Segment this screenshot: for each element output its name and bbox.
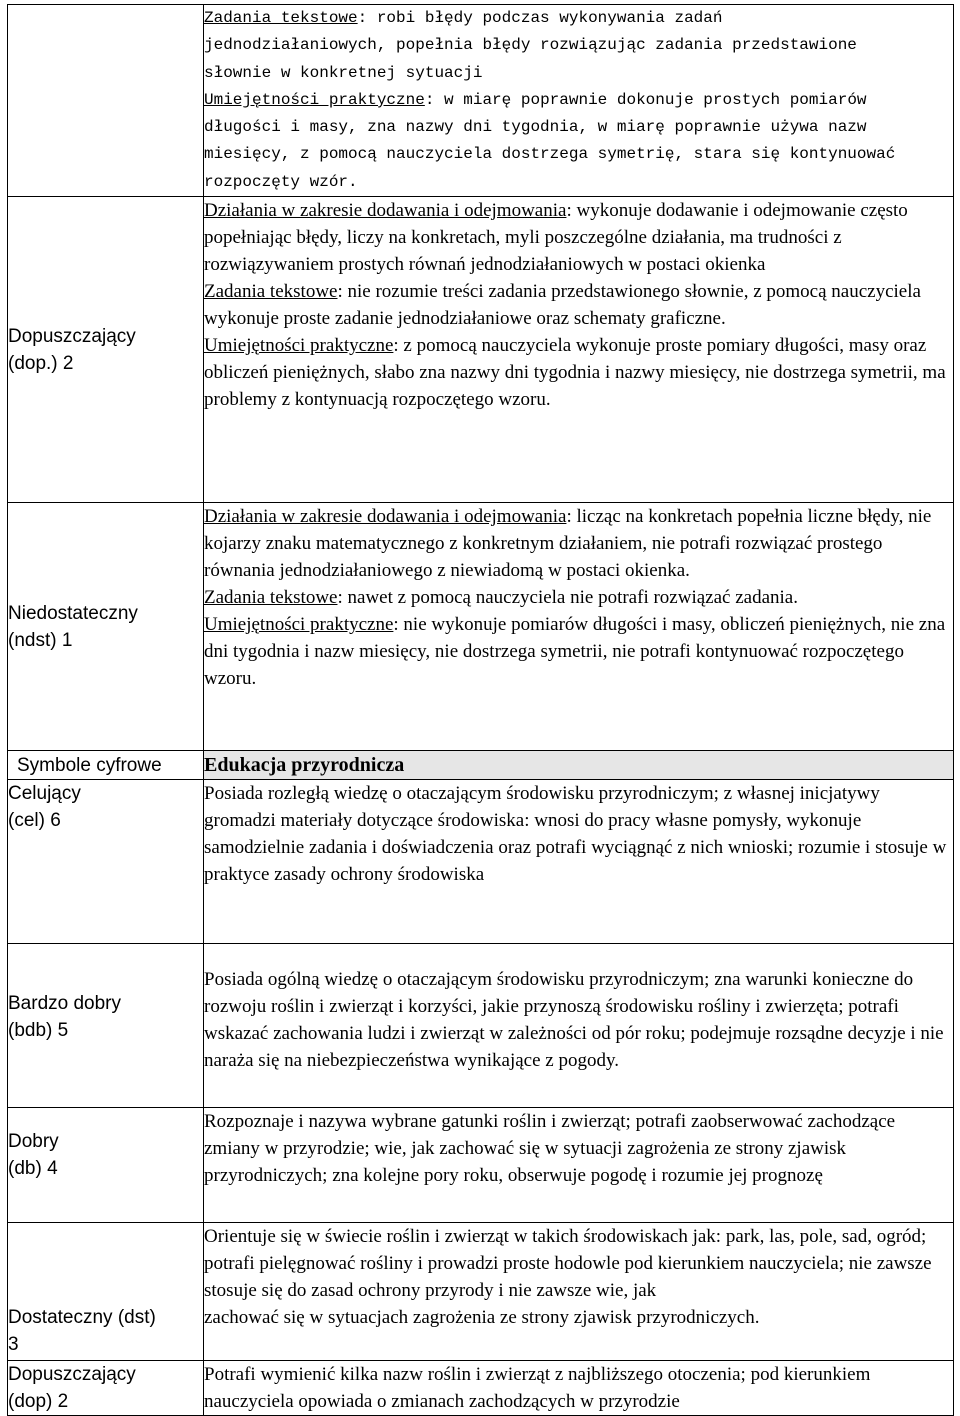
grade-cell — [8, 503, 204, 751]
table-row — [8, 1361, 954, 1416]
table-row — [8, 503, 954, 751]
section-title: Edukacja przyrodnicza — [204, 754, 405, 777]
table-row — [8, 5, 954, 197]
grade-cell — [8, 944, 204, 1108]
criteria-line: Zadania tekstowe: robi błędy podczas wykonywania zadań — [204, 9, 723, 27]
criteria-line: długości i masy, zna nazwy dni tygodnia, w miarę poprawnie używa nazw — [204, 118, 867, 137]
criteria-paragraph: Umiejętności praktyczne: z pomocą nauczyciela wykonuje proste pomiary długości, masy oraz obliczeń pieniężnych, słabo zna nazwy dni tygodnia i nazwy miesięcy, nie dostrzega symetrii, ma problemy z kontynuacją rozpoczętego wzoru. — [204, 335, 946, 411]
table-row — [8, 1223, 954, 1361]
criteria-paragraph: Posiada rozległą wiedzę o otaczającym środowisku przyrodniczym; z własnej inicjatywy gromadzi materiały dotyczące środowiska: wnosi do pracy własne pomysły, wykonuje samodzielnie zadania i doświadczenia oraz potrafi wyciągnąć z nich wnioski; rozumie i stosuje w praktyce zasady ochrony środowiska — [204, 783, 947, 886]
criteria-paragraph: Orientuje się w świecie roślin i zwierząt w takich środowiskach jak: park, las, pole, sad, ogród; potrafi pielęgnować rośliny i prowadzi proste hodowle pod kierunkiem nauczyciela; nie zawsze stosuje się do zasad ochrony przyrody i nie zawsze wie, jak — [204, 1226, 932, 1302]
criteria-cell — [204, 5, 954, 197]
criteria-paragraph: Działania w zakresie dodawania i odejmowania: licząc na konkretach popełnia liczne błędy, nie kojarzy znaku matematycznego z konkretnym działaniem, nie potrafi rozwiązać prostego równania jednodziałaniowego z niewiadomą w postaci okienka. — [204, 506, 932, 582]
criteria-paragraph: Zadania tekstowe: nawet z pomocą nauczyciela nie potrafi rozwiązać zadania. — [204, 587, 798, 609]
grading-criteria-table — [7, 4, 954, 1416]
criteria-paragraph: zachować się w sytuacjach zagrożenia ze strony zjawisk przyrodniczych. — [204, 1307, 760, 1329]
grade-cell — [8, 1361, 204, 1416]
grade-name: Dopuszczający — [8, 325, 136, 347]
grade-abbr: (cel) 6 — [8, 810, 61, 832]
grade-name: Dostateczny (dst) — [8, 1307, 156, 1329]
grade-abbr: (db) 4 — [8, 1158, 58, 1180]
grade-name: Bardzo dobry — [8, 993, 122, 1015]
criteria-paragraph: Umiejętności praktyczne: nie wykonuje pomiarów długości i masy, obliczeń pieniężnych, nie zna dni tygodnia i nazw miesięcy, nie dostrzega symetrii, nie potrafi kontynuować rozpoczętego wzoru. — [204, 614, 946, 690]
grade-name: Dopuszczający — [8, 1364, 136, 1386]
section-title-cell — [204, 751, 954, 780]
grade-cell — [8, 197, 204, 503]
grade-name: Dobry — [8, 1131, 59, 1153]
criteria-cell — [204, 1361, 954, 1416]
criteria-paragraph: Rozpoznaje i nazywa wybrane gatunki roślin i zwierząt; potrafi zaobserwować zachodzące zmiany w przyrodzie; wie, jak zachować się w sytuacji zagrożenia ze strony zjawisk przyrodniczych; zna kolejne pory roku, obserwuje pogodę i rozumie jej prognozę — [204, 1111, 896, 1187]
grade-abbr: 3 — [8, 1334, 19, 1356]
grade-abbr: (dop) 2 — [8, 1391, 69, 1413]
criteria-line: słownie w konkretnej sytuacji — [204, 63, 483, 82]
criteria-line: jednodziałaniowych, popełnia błędy rozwiązując zadania przedstawione — [204, 36, 857, 55]
grade-name: Celujący — [8, 783, 81, 805]
criteria-line: rozpoczęty wzór. — [204, 172, 358, 191]
grade-abbr: (dop.) 2 — [8, 352, 74, 374]
grade-cell-empty — [8, 5, 204, 197]
table-row — [8, 780, 954, 944]
criteria-line: miesięcy, z pomocą nauczyciela dostrzega symetrię, stara się kontynuować — [204, 145, 896, 164]
criteria-cell — [204, 944, 954, 1108]
criteria-paragraph: Działania w zakresie dodawania i odejmowania: wykonuje dodawanie i odejmowanie często popełniając błędy, liczy na konkretach, myli poszczególne działania, ma trudności z rozwiązywaniem prostych równań jednodziałaniowych w postaci okienka — [204, 200, 908, 276]
table-row — [8, 944, 954, 1108]
section-header-row — [8, 751, 954, 780]
criteria-cell — [204, 503, 954, 751]
table-row — [8, 1108, 954, 1223]
grade-cell — [8, 1223, 204, 1361]
criteria-cell — [204, 197, 954, 503]
grade-name: Niedostateczny — [8, 602, 138, 624]
criteria-paragraph: Zadania tekstowe: nie rozumie treści zadania przedstawionego słownie, z pomocą nauczyciela wykonuje proste zadanie jednodziałaniowe oraz schematy graficzne. — [204, 281, 921, 330]
criteria-cell — [204, 780, 954, 944]
criteria-cell — [204, 1108, 954, 1223]
criteria-line: Umiejętności praktyczne: w miarę poprawnie dokonuje prostych pomiarów — [204, 90, 867, 109]
criteria-cell — [204, 1223, 954, 1361]
table-row — [8, 197, 954, 503]
grade-abbr: (bdb) 5 — [8, 1020, 69, 1042]
grade-abbr: (ndst) 1 — [8, 629, 73, 651]
grade-cell — [8, 780, 204, 944]
grade-cell — [8, 1108, 204, 1223]
column-header-symbols: Symbole cyfrowe — [8, 751, 204, 780]
criteria-paragraph: Posiada ogólną wiedzę o otaczającym środowisku przyrodniczym; zna warunki konieczne do rozwoju roślin i zwierząt i korzyści, jakie przynoszą środowisku rośliny i zwierzęta; potrafi wskazać zachowania ludzi i zwierząt w zależności od pór roku; podejmuje rozsądne decyzje i nie naraża się na niebezpieczeństwa wynikające z pogody. — [204, 969, 944, 1072]
criteria-paragraph: Potrafi wymienić kilka nazw roślin i zwierząt z najbliższego otoczenia; pod kierunkiem nauczyciela opowiada o zmianach zachodzących w przyrodzie — [204, 1364, 871, 1413]
